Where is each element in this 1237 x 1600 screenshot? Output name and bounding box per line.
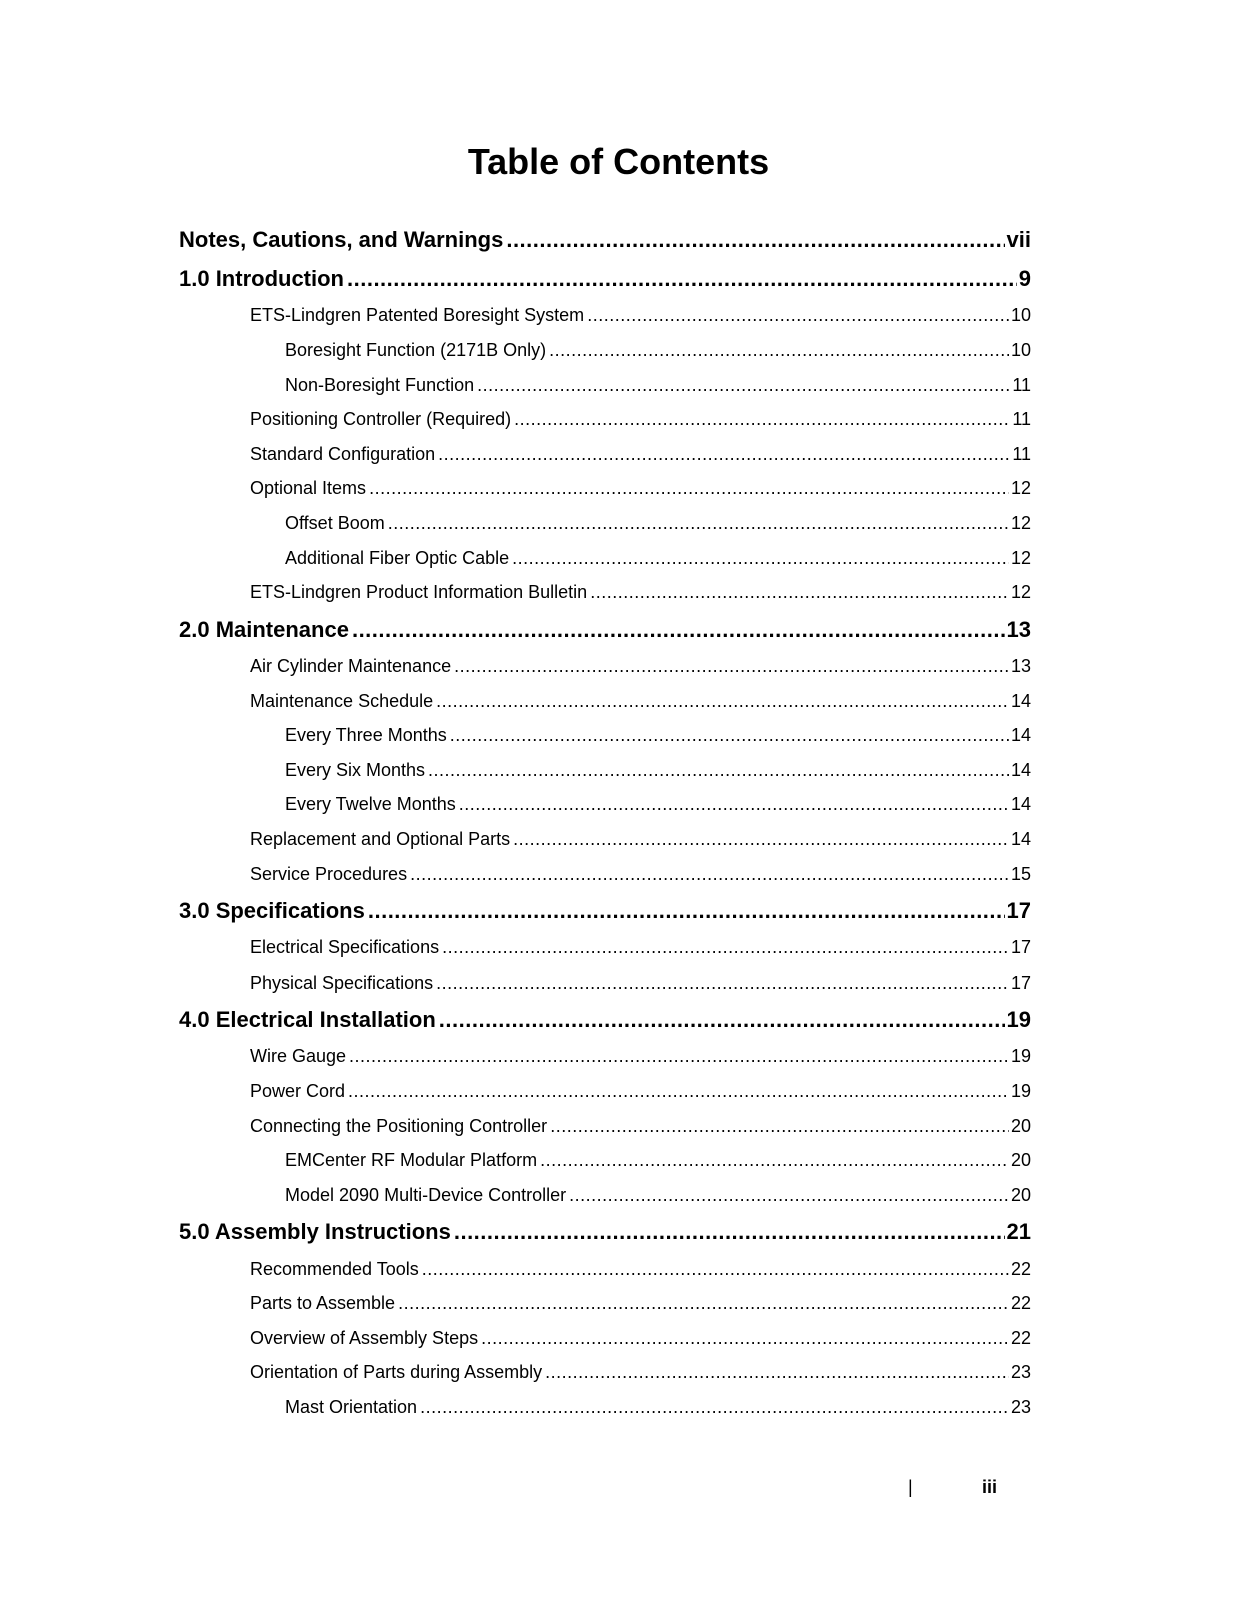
toc-entry-label: Additional Fiber Optic Cable	[285, 548, 510, 568]
toc-dot-leader	[420, 1394, 1009, 1420]
toc-entry-label: Electrical Specifications	[250, 937, 440, 957]
toc-entry-label: ETS-Lindgren Patented Boresight System	[250, 305, 585, 325]
toc-entry-label: Replacement and Optional Parts	[250, 829, 511, 849]
toc-entry[interactable]	[250, 1078, 1031, 1104]
toc-entry[interactable]	[250, 475, 1031, 501]
toc-dot-leader	[388, 510, 1009, 536]
toc-dot-leader	[347, 264, 1017, 294]
toc-entry[interactable]	[250, 441, 1031, 467]
toc-dot-leader	[512, 545, 1009, 571]
toc-entry[interactable]	[285, 757, 1031, 783]
toc-entry-label: Physical Specifications	[250, 973, 434, 993]
toc-dot-leader	[587, 302, 1009, 328]
toc-entry[interactable]	[285, 1394, 1031, 1420]
toc-entry[interactable]	[285, 337, 1031, 363]
toc-entry[interactable]	[285, 722, 1031, 748]
toc-entry-label: Every Three Months	[285, 725, 447, 745]
toc-dot-leader	[545, 1359, 1009, 1385]
toc-dot-leader	[540, 1147, 1009, 1173]
toc-entry[interactable]	[250, 1325, 1031, 1351]
toc-section-heading[interactable]	[179, 264, 1031, 294]
toc-entry-label: EMCenter RF Modular Platform	[285, 1150, 538, 1170]
toc-dot-leader	[477, 372, 1010, 398]
toc-entry-page-number: 14	[1010, 794, 1031, 814]
toc-entry[interactable]	[250, 1290, 1031, 1316]
toc-dot-leader	[438, 441, 1010, 467]
toc-entry-label: 4.0 Electrical Installation	[179, 1007, 436, 1032]
toc-entry-page-number: 22	[1010, 1293, 1031, 1313]
toc-entry-label: Parts to Assemble	[250, 1293, 396, 1313]
toc-entry-page-number: 17	[1010, 937, 1031, 957]
toc-dot-leader	[369, 475, 1009, 501]
toc-entry[interactable]	[250, 934, 1031, 960]
toc-entry-page-number: 20	[1010, 1185, 1031, 1205]
toc-entry-page-number: 10	[1010, 305, 1031, 325]
toc-section-heading[interactable]	[179, 896, 1031, 926]
toc-dot-leader	[569, 1182, 1009, 1208]
toc-entry-page-number: 12	[1010, 582, 1031, 602]
toc-entry-label: Connecting the Positioning Controller	[250, 1116, 548, 1136]
toc-dot-leader	[514, 406, 1010, 432]
toc-entry-page-number: 14	[1010, 760, 1031, 780]
toc-entry-label: Positioning Controller (Required)	[250, 409, 512, 429]
toc-entry[interactable]	[250, 688, 1031, 714]
toc-entry-label: Service Procedures	[250, 864, 408, 884]
footer-page-number: iii	[982, 1477, 998, 1497]
toc-entry-page-number: 15	[1010, 864, 1031, 884]
toc-entry-page-number: 20	[1010, 1116, 1031, 1136]
toc-entry-label: 1.0 Introduction	[179, 266, 344, 291]
toc-entry-page-number: 19	[1010, 1081, 1031, 1101]
toc-entry-label: Every Six Months	[285, 760, 426, 780]
toc-entry[interactable]	[250, 1359, 1031, 1385]
toc-entry-page-number: vii	[1006, 227, 1031, 252]
toc-entry[interactable]	[250, 1043, 1031, 1069]
toc-entry[interactable]	[250, 579, 1031, 605]
footer-separator: |	[908, 1477, 913, 1497]
toc-entry-label: Mast Orientation	[285, 1397, 418, 1417]
toc-entry-page-number: 20	[1010, 1150, 1031, 1170]
toc-dot-leader	[459, 791, 1009, 817]
toc-entry-label: Notes, Cautions, and Warnings	[179, 227, 504, 252]
toc-dot-leader	[436, 970, 1009, 996]
toc-entry-label: Optional Items	[250, 478, 367, 498]
toc-entry-label: Offset Boom	[285, 513, 385, 533]
toc-entry[interactable]	[285, 1147, 1031, 1173]
toc-entry-page-number: 12	[1010, 548, 1031, 568]
toc-section-heading[interactable]	[179, 225, 1031, 255]
toc-dot-leader	[442, 934, 1009, 960]
toc-dot-leader	[348, 1078, 1009, 1104]
toc-dot-leader	[428, 757, 1009, 783]
toc-entry-page-number: 11	[1012, 444, 1031, 464]
toc-entry-page-number: 14	[1010, 691, 1031, 711]
toc-entry[interactable]	[285, 545, 1031, 571]
toc-dot-leader	[454, 1217, 1005, 1247]
toc-dot-leader	[454, 653, 1009, 679]
toc-entry-label: Non-Boresight Function	[285, 375, 475, 395]
toc-dot-leader	[422, 1256, 1009, 1282]
toc-entry-page-number: 12	[1010, 513, 1031, 533]
toc-dot-leader	[513, 826, 1009, 852]
toc-dot-leader	[481, 1325, 1009, 1351]
toc-entry-page-number: 22	[1010, 1328, 1031, 1348]
toc-entry-label: ETS-Lindgren Product Information Bulletin	[250, 582, 588, 602]
toc-entry-label: Overview of Assembly Steps	[250, 1328, 479, 1348]
toc-entry[interactable]	[285, 791, 1031, 817]
toc-entry-page-number: 11	[1012, 409, 1031, 429]
toc-entry-page-number: 19	[1006, 1007, 1031, 1032]
toc-section-heading[interactable]	[179, 615, 1031, 645]
toc-entry-page-number: 12	[1010, 478, 1031, 498]
toc-entry-page-number: 17	[1006, 898, 1031, 923]
toc-entry-page-number: 9	[1018, 266, 1031, 291]
toc-dot-leader	[410, 861, 1009, 887]
toc-dot-leader	[352, 615, 1005, 645]
toc-entry[interactable]	[250, 302, 1031, 328]
toc-entry[interactable]	[250, 1113, 1031, 1139]
toc-entry[interactable]	[285, 510, 1031, 536]
toc-entry-label: Recommended Tools	[250, 1259, 419, 1279]
toc-entry-page-number: 14	[1010, 829, 1031, 849]
toc-section-heading[interactable]	[179, 1005, 1031, 1035]
toc-entry-label: Maintenance Schedule	[250, 691, 434, 711]
toc-entry-page-number: 14	[1010, 725, 1031, 745]
toc-entry-label: Standard Configuration	[250, 444, 436, 464]
toc-entry-label: 5.0 Assembly Instructions	[179, 1219, 451, 1244]
toc-entry-page-number: 13	[1010, 656, 1031, 676]
toc-dot-leader	[550, 1113, 1009, 1139]
toc-entry-label: Power Cord	[250, 1081, 346, 1101]
toc-dot-leader	[506, 225, 1004, 255]
toc-entry-label: Every Twelve Months	[285, 794, 456, 814]
toc-entry-page-number: 23	[1010, 1362, 1031, 1382]
toc-entry-label: Boresight Function (2171B Only)	[285, 340, 547, 360]
toc-entry-label: Air Cylinder Maintenance	[250, 656, 452, 676]
toc-entry-page-number: 22	[1010, 1259, 1031, 1279]
toc-entry-page-number: 13	[1006, 617, 1031, 642]
toc-entry-label: 2.0 Maintenance	[179, 617, 349, 642]
toc-entry[interactable]	[285, 372, 1031, 398]
toc-dot-leader	[398, 1290, 1009, 1316]
toc-dot-leader	[439, 1005, 1005, 1035]
toc-entry-page-number: 10	[1010, 340, 1031, 360]
toc-entry[interactable]	[250, 1256, 1031, 1282]
toc-entry[interactable]	[250, 406, 1031, 432]
toc-entry-label: 3.0 Specifications	[179, 898, 365, 923]
toc-entry-page-number: 19	[1010, 1046, 1031, 1066]
toc-entry[interactable]	[250, 653, 1031, 679]
toc-dot-leader	[590, 579, 1009, 605]
toc-dot-leader	[450, 722, 1009, 748]
toc-entry-label: Wire Gauge	[250, 1046, 347, 1066]
toc-entry-page-number: 21	[1006, 1219, 1031, 1244]
toc-dot-leader	[368, 896, 1005, 926]
toc-entry[interactable]	[250, 970, 1031, 996]
toc-entry-page-number: 17	[1010, 973, 1031, 993]
toc-entry-page-number: 11	[1012, 375, 1031, 395]
toc-dot-leader	[549, 337, 1009, 363]
toc-entry-label: Model 2090 Multi-Device Controller	[285, 1185, 567, 1205]
toc-entry-label: Orientation of Parts during Assembly	[250, 1362, 543, 1382]
toc-entry[interactable]	[250, 861, 1031, 887]
toc-entry[interactable]	[285, 1182, 1031, 1208]
toc-entry-page-number: 23	[1010, 1397, 1031, 1417]
toc-dot-leader	[349, 1043, 1009, 1069]
toc-section-heading[interactable]	[179, 1217, 1031, 1247]
toc-dot-leader	[436, 688, 1009, 714]
toc-entry[interactable]	[250, 826, 1031, 852]
page-title: Table of Contents	[467, 141, 770, 182]
